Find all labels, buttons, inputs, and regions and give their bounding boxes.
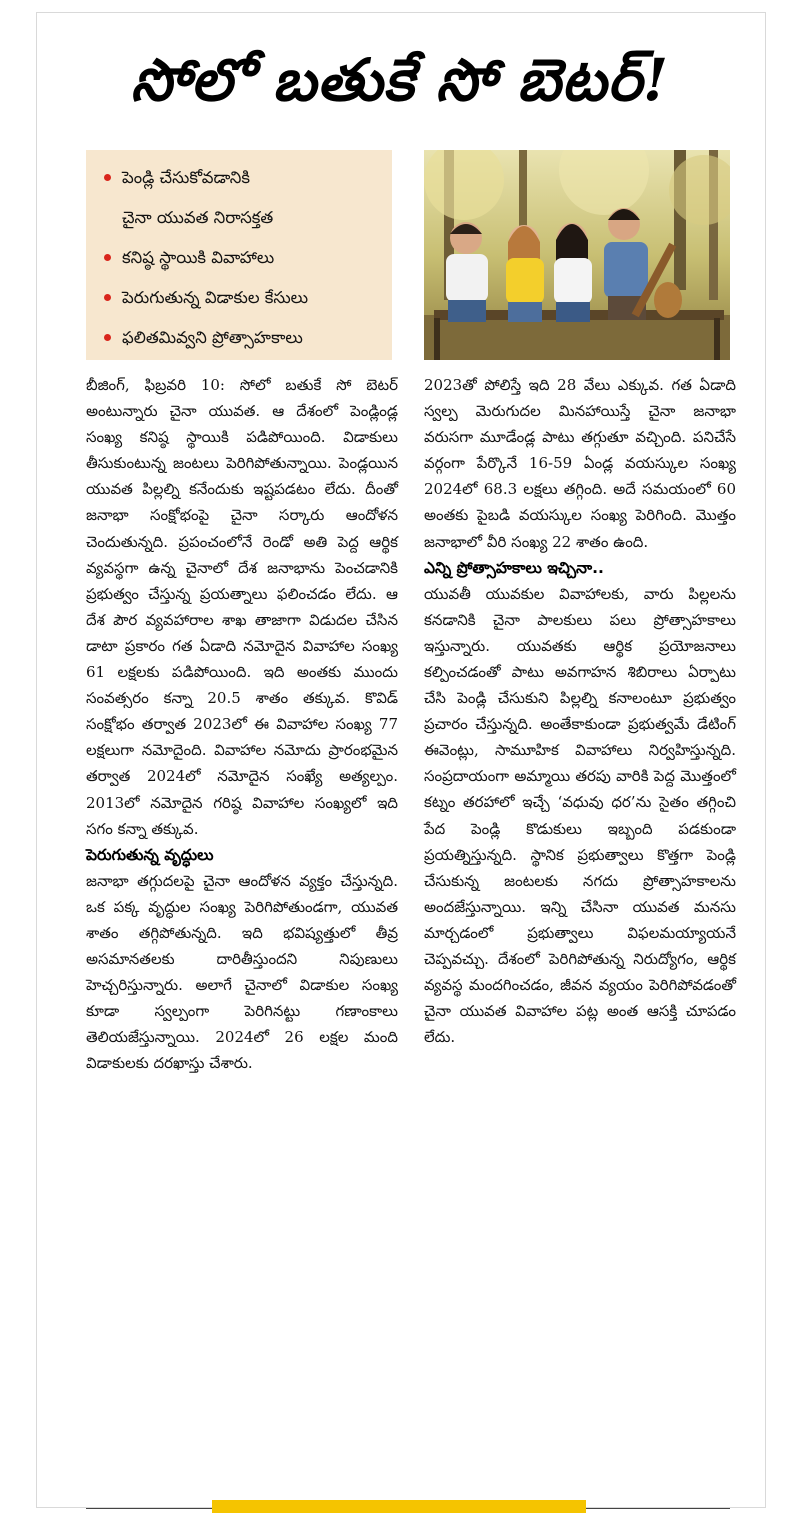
subheading: ఎన్ని ప్రోత్సాహకాలు ఇచ్చినా.. — [424, 558, 604, 577]
right-column — [424, 372, 736, 1050]
photo-illustration — [424, 150, 730, 360]
highlight-item: పెండ్లి చేసుకోవడానికి — [102, 158, 382, 198]
highlight-item: పెరుగుతున్న విడాకుల కేసులు — [102, 278, 382, 318]
highlight-item: ఫలితమివ్వని ప్రోత్సాహకాలు — [102, 318, 382, 358]
bottom-accent-bar — [212, 1500, 586, 1513]
subheading: పెరుగుతున్న వృద్ధులు — [86, 845, 214, 864]
highlight-item: కనిష్ఠ స్థాయికి వివాహాలు — [102, 238, 382, 278]
article-photo — [424, 150, 730, 360]
headline: సోలో బతుకే సో బెటర్‌! — [130, 46, 670, 114]
body-paragraph: 2023తో పోలిస్తే ఇది 28 వేలు ఎక్కువ. గత ఏడాది స్వల్ప మెరుగుదల మినహాయిస్తే చైనా జనాభా వరుసగా మూడేండ్ల పాటు తగ్గుతూ వచ్చింది. పనిచేసే వర్గంగా పేర్కొనే 16-59 ఏండ్ల వయస్కుల సంఖ్య 2024లో 68.3 లక్షలు తగ్గింది. అదే సమయంలో 60 అంతకు పైబడి వయస్కుల సంఖ్య పెరిగింది. మొత్తం జనాభాలో వీరి సంఖ్య 22 శాతం ఉంది. — [424, 376, 736, 551]
highlights-box — [86, 150, 392, 360]
body-paragraph: జనాభా తగ్గుదలపై చైనా ఆందోళన వ్యక్తం చేస్తున్నది. ఒక పక్క వృద్ధుల సంఖ్య పెరిగిపోతుండగా, యువత శాతం తగ్గిపోతున్నది. ఇది భవిష్యత్తులో తీవ్ర అసమానతలకు దారితీస్తుందని నిపుణులు హెచ్చరిస్తున్నారు. అలాగే చైనాలో విడాకుల సంఖ్య కూడా స్వల్పంగా పెరిగినట్టు గణాంకాలు తెలియజేస్తున్నాయి. 2024లో 26 లక్షల మంది విడాకులకు దరఖాస్తు చేశారు. — [86, 871, 398, 1073]
body-paragraph: బీజింగ్‌, ఫిబ్రవరి 10: సోలో బతుకే సో బెటర్‌ అంటున్నారు చైనా యువత. ఆ దేశంలో పెండ్లిండ్ల సంఖ్య కనిష్ఠ స్థాయికి పడిపోయింది. విడాకులు తీసుకుంటున్న జంటలు పెరిగిపోతున్నాయి. పెండ్లయిన యువత పిల్లల్ని కనేందుకు ఇష్టపడటం లేదు. దీంతో జనాభా సంక్షోభంపై చైనా సర్కారు ఆందోళన చెందుతున్నది. ప్రపంచంలోనే రెండో అతి పెద్ద ఆర్థిక వ్యవస్థగా ఉన్న చైనాలో దేశ జనాభాను పెంచడానికి ప్రభుత్వం చేస్తున్న ప్రయత్నాలు ఫలించడం లేదు. ఆ దేశ పౌర వ్యవహారాల శాఖ తాజాగా విడుదల చేసిన డాటా ప్రకారం గత ఏడాది నమోదైన వివాహాల సంఖ్య 61 లక్షలకు పడిపోయింది. ఇది అంతకు ముందు సంవత్సరం కన్నా 20.5 శాతం తక్కువ. కొవిడ్‌ సంక్షోభం తర్వాత 2023లో ఈ వివాహాల సంఖ్య 77 లక్షలుగా నమోదైంది. వివాహాల నమోదు ప్రారంభమైన తర్వాత 2024లో నమోదైన సంఖ్యే అత్యల్పం. 2013లో నమోదైన గరిష్ఠ వివాహాల సంఖ్యలో ఇది సగం కన్నా తక్కువ. — [86, 376, 398, 838]
left-column — [86, 372, 398, 1076]
highlight-item: చైనా యువత నిరాసక్తత — [122, 208, 274, 227]
body-paragraph: యువతీ యువకుల వివాహాలకు, వారు పిల్లలను కనడానికి చైనా పాలకులు పలు ప్రోత్సాహకాలు ఇస్తున్నారు. యువతకు ఆర్థిక ప్రయోజనాలు కల్పించడంతో పాటు అవగాహన శిబిరాలు ఏర్పాటు చేసి పెండ్లి చేసుకుని పిల్లల్ని కనాలంటూ ప్రభుత్వం ప్రచారం చేస్తున్నది. అంతేకాకుండా ప్రభుత్వమే డేటింగ్‌ ఈవెంట్లు, సామూహిక వివాహాలు నిర్వహిస్తున్నది. సంప్రదాయంగా అమ్మాయి తరపు వారికి పెద్ద మొత్తంలో కట్నం తరహాలో ఇచ్చే ‘వధువు ధర’ను సైతం తగ్గించి పేద పెండ్లి కొడుకులు ఇబ్బంది పడకుండా ప్రయత్నిస్తున్నది. స్థానిక ప్రభుత్వాలు కొత్తగా పెండ్లి చేసుకున్న జంటలకు నగదు ప్రోత్సాహకాలను అందజేస్తున్నాయి. ఇన్ని చేసినా యువత మనసు మార్చడంలో ప్రభుత్వాలు విఫలమయ్యాయనే చెప్పవచ్చు. దేశంలో పెరిగిపోతున్న నిరుద్యోగం, ఆర్థిక వ్యవస్థ మందగించడం, జీవన వ్యయం పెరిగిపోవడంతో చైనా యువత వివాహాల పట్ల అంత ఆసక్తి చూపడం లేదు. — [424, 584, 736, 1047]
